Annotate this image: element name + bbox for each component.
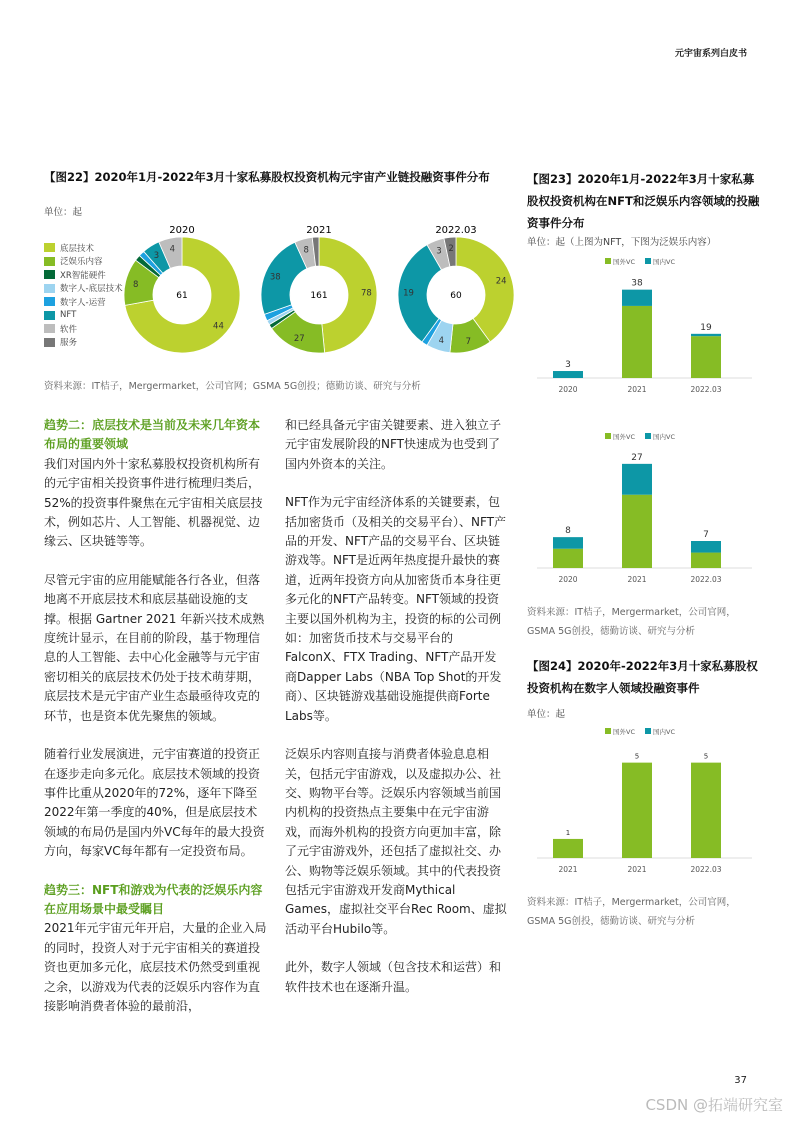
legend-label: 国外VC xyxy=(613,728,635,736)
bar-segment xyxy=(553,371,583,378)
x-tick-label: 2022.03 xyxy=(690,385,722,394)
nft-bar-chart xyxy=(527,255,762,400)
x-tick-label: 2022.03 xyxy=(690,865,722,874)
paragraph: 随着行业发展演进，元宇宙赛道的投资正在逐步走向多元化。底层技术领域的投资事件比重从2020年的72%，逐年下降至2022年第一季度的40%，但是底层技术领域的布局仍是国内外VC每年的最大投资方向，每家VC每年都有一定投资布局。 xyxy=(44,747,265,859)
legend-item xyxy=(44,336,123,350)
bar-total-label: 19 xyxy=(700,322,712,333)
entertainment-bar-chart xyxy=(527,430,762,590)
donut-charts xyxy=(120,220,515,360)
x-tick-label: 2020 xyxy=(558,575,578,584)
section-heading-trend2: 趋势二：底层技术是当前及未来几年资本布局的重要领域 xyxy=(44,418,261,452)
legend-label: 底层技术 xyxy=(60,243,95,254)
legend-swatch xyxy=(44,311,55,320)
paragraph: 和已经具备元宇宙关键要素、进入独立子元宇宙发展阶段的NFT快速成为也受到了国内外资本的关注。 xyxy=(285,418,502,471)
x-tick-label: 2021 xyxy=(627,575,647,584)
paragraph: NFT作为元宇宙经济体系的关键要素，包括加密货币（及相关的交易平台）、NFT产品的开发、NFT产品的交易平台、区块链游戏等。NFT是近两年热度提升最快的赛道，近两年投资方向从加密货币本身往更多元化的NFT产品转变。NFT领域的投资主要以国外机构为主，投资的标的公司例如：加密货币技术与交易平台的FalconX、FTX Trading、NFT产品开发商Dapper Labs（NBA Top Shot的开发商）、区块链游戏基础设施提供商Forte Labs等。 xyxy=(285,495,506,723)
fig23-title: 【图23】2020年1月-2022年3月十家私募股权投资机构在NFT和泛娱乐内容领域的投融资事件分布 xyxy=(527,172,760,230)
x-tick-label: 2021 xyxy=(558,865,578,874)
slice-label: 24 xyxy=(495,276,507,287)
bar-total-label: 7 xyxy=(703,530,709,540)
fig22-title: 【图22】2020年1月-2022年3月十家私募股权投资机构元宇宙产业链投融资事件分布 xyxy=(44,170,490,184)
fig23-unit: 单位：起（上图为NFT，下图为泛娱乐内容） xyxy=(527,237,717,248)
bar-total-label: 1 xyxy=(565,828,571,837)
legend-label: XR智能硬件 xyxy=(60,270,106,281)
x-tick-label: 2021 xyxy=(627,865,647,874)
legend-label: NFT xyxy=(60,310,77,321)
legend-swatch xyxy=(605,433,611,439)
header-title: 元宇宙系列白皮书 xyxy=(674,49,747,59)
slice-label: 27 xyxy=(293,334,305,345)
x-tick-label: 2021 xyxy=(627,385,647,394)
legend-item xyxy=(44,309,123,323)
legend-swatch xyxy=(605,728,611,734)
legend-label: 国内VC xyxy=(653,258,675,266)
legend-swatch xyxy=(44,338,55,347)
legend-swatch xyxy=(645,258,651,264)
legend-item xyxy=(44,241,123,255)
bar-total-label: 3 xyxy=(565,360,571,371)
legend-swatch xyxy=(44,324,55,333)
fig22-source: 资料来源：IT桔子，Mergermarket，公司官网；GSMA 5G创投；德勤访谈、研究与分析 xyxy=(44,381,421,392)
bar-segment xyxy=(622,763,652,858)
fig24-unit: 单位：起 xyxy=(527,709,566,720)
x-tick-label: 2020 xyxy=(558,385,578,394)
paragraph: 泛娱乐内容则直接与消费者体验息息相关，包括元宇宙游戏，以及虚拟办公、社交、购物平台等。泛娱乐内容领域当前国内机构的投资热点主要集中在元宇宙游戏，而海外机构的投资方向更加丰富，除了元宇宙游戏外，还包括了虚拟社交、办公、购物等泛娱乐领域。其中的代表投资包括元宇宙游戏开发商Mythical Games，虚拟社交平台Rec Room、虚拟活动平台Hubilo等。 xyxy=(285,747,507,936)
bar-segment xyxy=(691,553,721,568)
paragraph: 我们对国内外十家私募股权投资机构所有的元宇宙相关投资事件进行梳理归类后，52%的投资事件聚焦在元宇宙相关底层技术，例如芯片、人工智能、机器视觉、边缘云、区块链等等。 xyxy=(44,456,263,549)
slice-label: 19 xyxy=(403,288,414,299)
legend-item xyxy=(44,282,123,296)
legend-item xyxy=(44,268,123,282)
legend-swatch xyxy=(645,433,651,439)
text-column-1 xyxy=(44,416,268,1035)
bar-segment xyxy=(691,336,721,378)
digital-human-bar-chart xyxy=(527,725,762,880)
pie-title: 2021 xyxy=(306,225,332,236)
bar-segment xyxy=(691,334,721,336)
bar-segment xyxy=(622,464,652,495)
legend-swatch xyxy=(645,728,651,734)
legend-label: 服务 xyxy=(60,338,78,349)
pie-center-total: 161 xyxy=(310,291,328,301)
slice-label: 44 xyxy=(213,321,224,332)
legend-swatch xyxy=(44,297,55,306)
paragraph: 2021年元宇宙元年开启，大量的企业入局的同时，投资人对于元宇宙相关的赛道投资也更加多元化，底层技术仍然受到重视之余，以游戏为代表的泛娱乐内容作为直接影响消费者体验的最前沿， xyxy=(44,921,267,1013)
legend-label: 软件 xyxy=(60,324,78,335)
legend-label: 国外VC xyxy=(613,258,635,266)
fig22-unit: 单位：起 xyxy=(44,207,83,218)
bar-segment xyxy=(553,537,583,549)
legend-swatch xyxy=(44,243,55,252)
pie-title: 2020 xyxy=(169,225,195,236)
slice-label: 4 xyxy=(438,336,445,347)
slice-label: 78 xyxy=(361,288,372,299)
pie-legend xyxy=(44,241,123,349)
legend-swatch xyxy=(44,284,55,293)
legend-swatch xyxy=(44,257,55,266)
legend-swatch xyxy=(605,258,611,264)
bar-segment xyxy=(691,541,721,553)
slice-label: 3 xyxy=(436,246,442,257)
legend-label: 国内VC xyxy=(653,433,675,441)
legend-label: 国内VC xyxy=(653,728,675,736)
legend-item xyxy=(44,255,123,269)
bar-total-label: 5 xyxy=(703,752,709,761)
slice-label: 7 xyxy=(465,336,472,347)
bar-segment xyxy=(553,549,583,568)
slice-label: 2 xyxy=(448,243,454,254)
legend-label: 数字人-底层技术 xyxy=(60,284,123,295)
bar-segment xyxy=(691,763,721,858)
x-tick-label: 2022.03 xyxy=(690,575,722,584)
pie-center-total: 61 xyxy=(176,291,188,301)
page-number: 37 xyxy=(734,1075,747,1086)
legend-item xyxy=(44,322,123,336)
watermark: CSDN @拓端研究室 xyxy=(645,1096,783,1114)
fig23-source: 资料来源：IT桔子，Mergermarket，公司官网，GSMA 5G创投，德勤访谈、研究与分析 xyxy=(527,607,736,637)
legend-label: 国外VC xyxy=(613,433,635,441)
bar-segment xyxy=(622,495,652,568)
legend-item xyxy=(44,295,123,309)
legend-label: 数字人-运营 xyxy=(60,297,106,308)
bar-total-label: 27 xyxy=(631,452,643,463)
legend-label: 泛娱乐内容 xyxy=(60,257,103,268)
slice-label: 3 xyxy=(153,250,160,261)
slice-label: 8 xyxy=(133,280,139,291)
pie-center-total: 60 xyxy=(450,291,462,301)
slice-label: 38 xyxy=(269,272,281,283)
slice-label: 4 xyxy=(169,244,175,255)
paragraph: 尽管元宇宙的应用能赋能各行各业，但落地离不开底层技术和底层基础设施的支撑。根据 Gartner 2021 年新兴技术成熟度统计显示，在目前的阶段，基于物理信息的人工智能、去中心化金融等与元宇宙密切相关的底层技术仍处于技术萌芽期，底层技术是元宇宙产业生态最亟待攻克的环节，也是资本优先聚焦的领域。 xyxy=(44,572,265,723)
legend-swatch xyxy=(44,270,55,279)
paragraph: 此外，数字人领域（包含技术和运营）和软件技术也在逐渐升温。 xyxy=(285,960,502,994)
fig24-source: 资料来源：IT桔子，Mergermarket，公司官网，GSMA 5G创投，德勤访谈、研究与分析 xyxy=(527,897,736,927)
bar-segment xyxy=(622,290,652,306)
pie-title: 2022.03 xyxy=(435,225,477,236)
text-column-2 xyxy=(285,416,507,1016)
slice-label: 8 xyxy=(303,245,309,256)
bar-total-label: 5 xyxy=(634,752,640,761)
bar-segment xyxy=(622,306,652,378)
bar-total-label: 8 xyxy=(565,526,571,537)
fig24-title: 【图24】2020年-2022年3月十家私募股权投资机构在数字人领域投融资事件 xyxy=(527,659,758,695)
bar-total-label: 38 xyxy=(631,278,643,289)
bar-segment xyxy=(553,839,583,858)
section-heading-trend3: 趋势三：NFT和游戏为代表的泛娱乐内容在应用场景中最受瞩目 xyxy=(44,882,263,916)
